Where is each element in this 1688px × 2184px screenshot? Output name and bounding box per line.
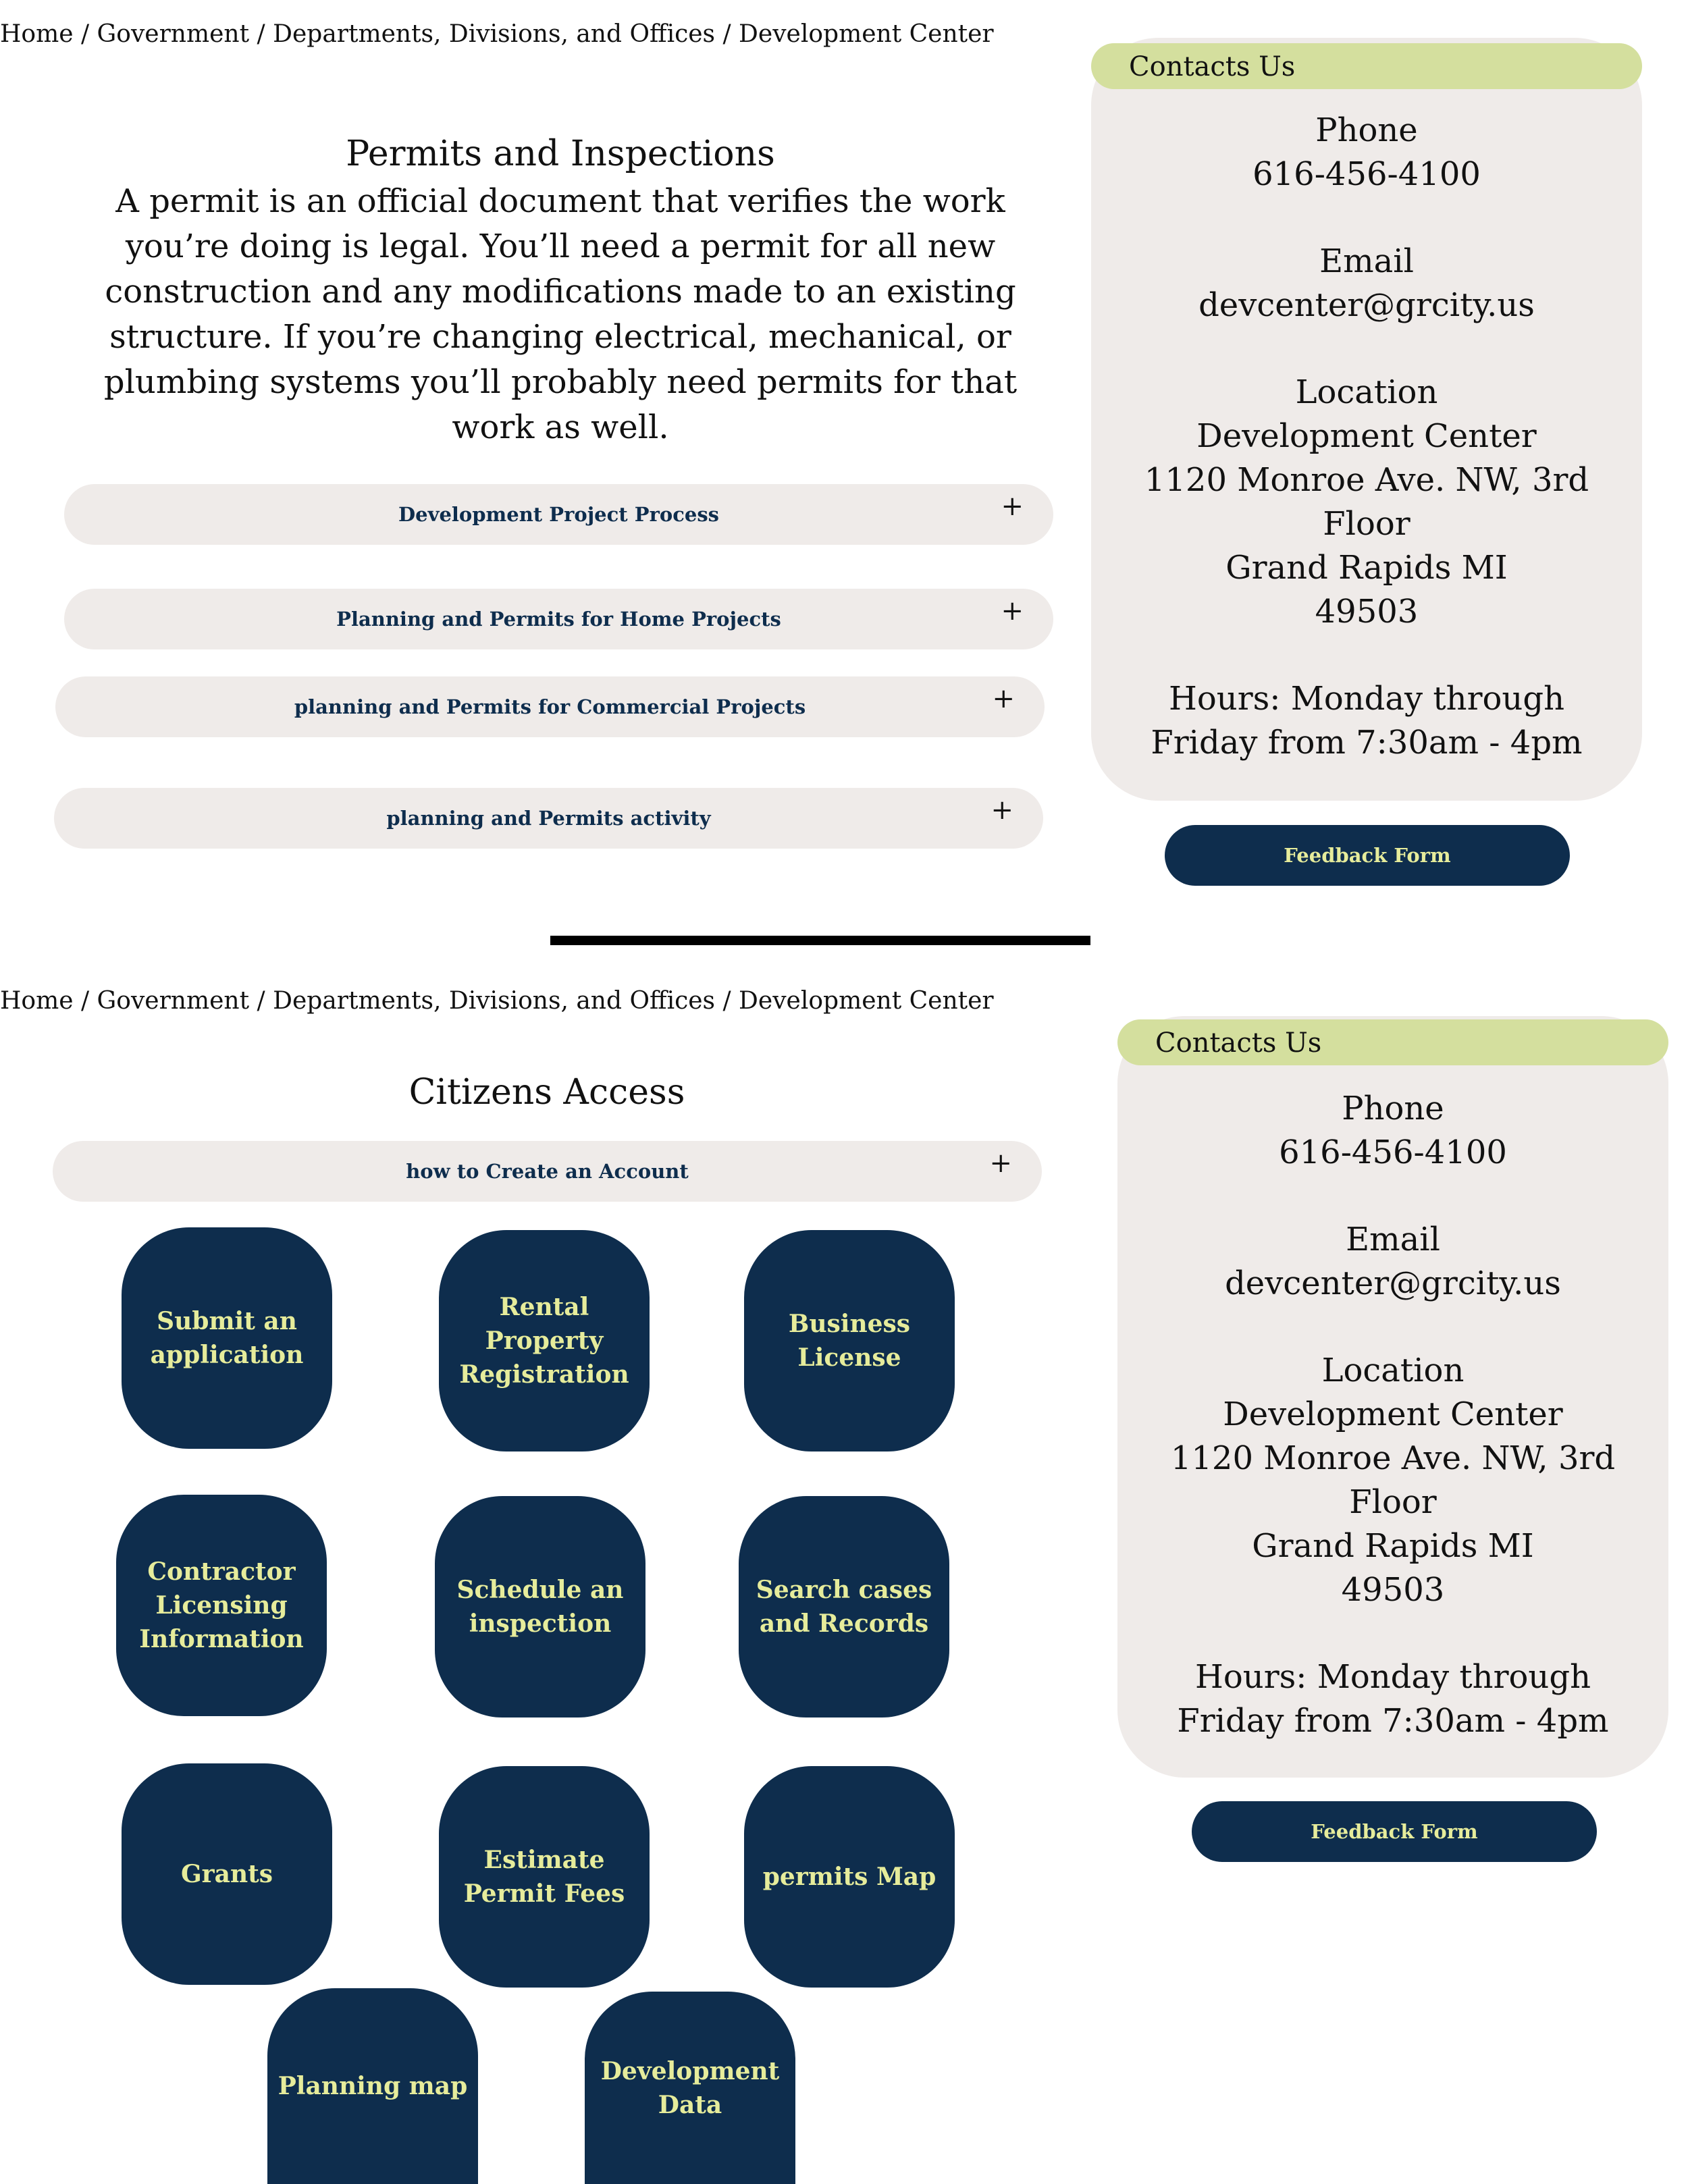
location-line: Development Center (1223, 1395, 1563, 1433)
breadcrumb[interactable]: Home / Government / Departments, Divisions, and Offices / Development Center (0, 20, 994, 48)
email-link[interactable]: devcenter@grcity.us (1225, 1264, 1561, 1302)
tile-search-cases-records[interactable]: Search cases and Records (739, 1496, 949, 1717)
location-line: Floor (1349, 1483, 1437, 1521)
phone-label: Phone (1315, 111, 1418, 149)
accordion-label: planning and Permits activity (386, 807, 711, 830)
tile-grants[interactable]: Grants (122, 1763, 332, 1985)
location-label: Location (1295, 373, 1438, 411)
accordion-label: planning and Permits for Commercial Projects (294, 695, 806, 718)
contact-card (1117, 1016, 1668, 1778)
plus-icon[interactable]: + (992, 683, 1015, 714)
hours-line: Friday from 7:30am - 4pm (1151, 724, 1583, 762)
tile-estimate-permit-fees[interactable]: Estimate Permit Fees (439, 1766, 650, 1988)
contacts-tab: Contacts Us (1117, 1019, 1668, 1065)
location-line: 49503 (1315, 593, 1419, 631)
accordion-permits-activity[interactable] (54, 788, 1043, 849)
phone-number[interactable]: 616-456-4100 (1252, 155, 1481, 193)
plus-icon[interactable]: + (1001, 595, 1024, 627)
hours-line: Hours: Monday through (1195, 1658, 1591, 1696)
intro-line: work as well. (452, 408, 669, 446)
tile-business-license[interactable]: Business License (744, 1230, 955, 1451)
tile-submit-application[interactable]: Submit an application (122, 1227, 332, 1449)
feedback-form-button[interactable]: Feedback Form (1192, 1801, 1597, 1862)
accordion-label: Planning and Permits for Home Projects (336, 608, 781, 631)
accordion-label: how to Create an Account (406, 1160, 689, 1183)
contact-card (1091, 38, 1642, 801)
tile-rental-property-registration[interactable]: Rental Property Registration (439, 1230, 650, 1451)
accordion-home-projects[interactable] (64, 589, 1053, 649)
plus-icon[interactable]: + (989, 1148, 1012, 1179)
contacts-tab: Contacts Us (1091, 43, 1642, 89)
breadcrumb[interactable]: Home / Government / Departments, Divisions, and Offices / Development Center (0, 987, 994, 1015)
location-line: Grand Rapids MI (1225, 549, 1508, 587)
intro-line: plumbing systems you’ll probably need permits for that (103, 363, 1018, 401)
plus-icon[interactable]: + (991, 795, 1013, 826)
intro-line: you’re doing is legal. You’ll need a permit for all new (125, 228, 996, 265)
accordion-commercial-projects[interactable] (55, 676, 1045, 737)
phone-number[interactable]: 616-456-4100 (1279, 1134, 1507, 1171)
email-label: Email (1346, 1221, 1440, 1258)
plus-icon[interactable]: + (1001, 491, 1024, 522)
accordion-development-project-process[interactable] (64, 484, 1053, 545)
location-line: Grand Rapids MI (1252, 1527, 1534, 1565)
email-link[interactable]: devcenter@grcity.us (1198, 286, 1535, 324)
section-title: Citizens Access (408, 1072, 685, 1113)
tile-planning-map[interactable]: Planning map (267, 1988, 478, 2184)
tile-permits-map[interactable]: permits Map (744, 1766, 955, 1988)
feedback-form-button[interactable]: Feedback Form (1165, 825, 1570, 886)
phone-label: Phone (1342, 1090, 1444, 1127)
intro-line: structure. If you’re changing electrical, mechanical, or (109, 318, 1011, 356)
tile-contractor-licensing[interactable]: Contractor Licensing Information (116, 1495, 327, 1716)
email-label: Email (1319, 242, 1414, 280)
location-line: Floor (1323, 505, 1410, 543)
hours-line: Hours: Monday through (1169, 680, 1564, 718)
page-title: Permits and Inspections (346, 134, 775, 174)
section-divider (550, 936, 1090, 945)
location-line: Development Center (1196, 417, 1537, 455)
location-line: 1120 Monroe Ave. NW, 3rd (1144, 461, 1589, 499)
location-line: 49503 (1341, 1571, 1445, 1609)
tile-development-data[interactable]: Development Data (585, 1992, 795, 2184)
intro-line: A permit is an official document that verifies the work (115, 182, 1005, 220)
intro-text (68, 179, 1053, 450)
accordion-create-account[interactable] (53, 1141, 1042, 1202)
location-line: 1120 Monroe Ave. NW, 3rd (1170, 1439, 1616, 1477)
accordion-label: Development Project Process (398, 503, 719, 526)
hours-line: Friday from 7:30am - 4pm (1177, 1702, 1609, 1740)
location-label: Location (1321, 1352, 1465, 1389)
tile-schedule-inspection[interactable]: Schedule an inspection (435, 1496, 645, 1717)
intro-line: construction and any modifications made to an existing (105, 273, 1016, 311)
